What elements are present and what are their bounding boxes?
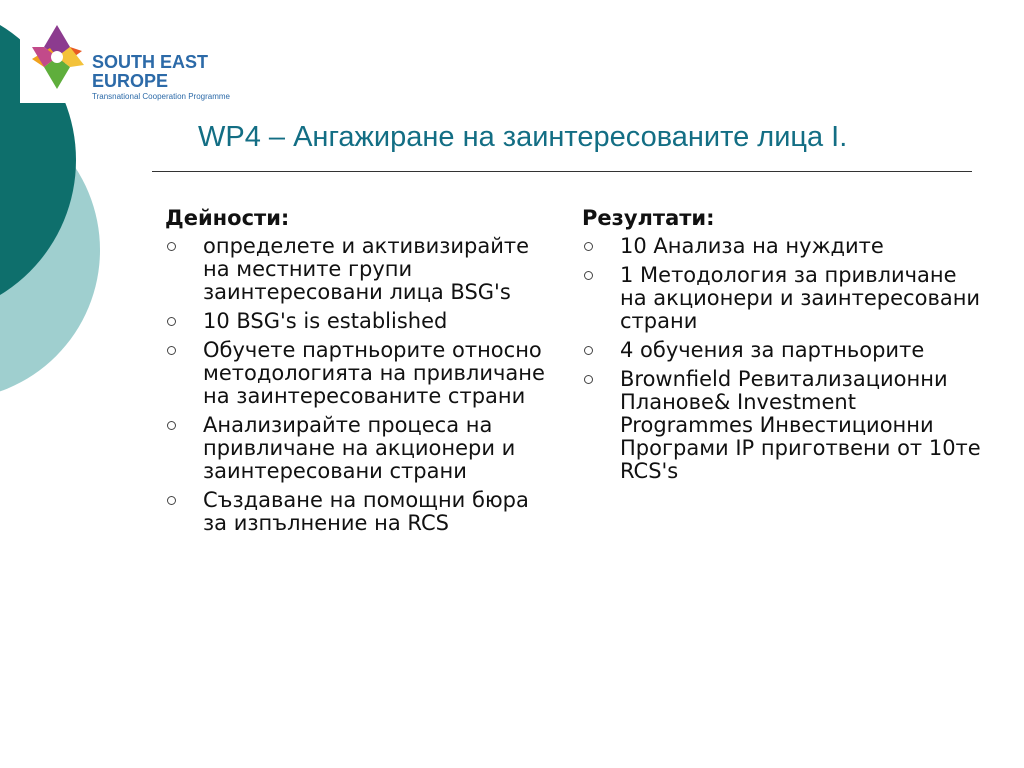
list-item-text: 4 обучения за партньорите <box>620 338 925 362</box>
circle-bullet-icon <box>584 375 593 384</box>
list-item-text: 10 BSG's is established <box>203 309 448 333</box>
list-item <box>582 339 982 362</box>
list-item <box>582 264 982 333</box>
list-item-text: 1 Методология за привличане на акционери и заинтересовани страни <box>620 263 981 333</box>
circle-bullet-icon <box>167 317 176 326</box>
list-item-text: 10 Анализа на нуждите <box>620 234 884 258</box>
activities-column <box>165 206 555 541</box>
star-logo-icon <box>24 17 90 93</box>
circle-bullet-icon <box>167 421 176 430</box>
circle-bullet-icon <box>584 242 593 251</box>
results-list <box>582 235 982 483</box>
programme-logo <box>20 13 232 103</box>
list-item-text: Обучете партньорите относно методологията на привличане на заинтересованите страни <box>203 338 545 408</box>
list-item <box>582 368 982 483</box>
circle-bullet-icon <box>167 496 176 505</box>
list-item-text: Анализирайте процеса на привличане на акционери и заинтересовани страни <box>203 413 516 483</box>
circle-bullet-icon <box>167 346 176 355</box>
list-item <box>165 235 555 304</box>
logo-subtitle: Transnational Cooperation Programme <box>92 92 230 101</box>
list-item-text: определете и активизирайте на местните групи заинтересовани лица BSG's <box>203 234 530 304</box>
list-item <box>165 339 555 408</box>
circle-bullet-icon <box>584 271 593 280</box>
list-item-text: Създаване на помощни бюра за изпълнение на RCS <box>203 488 529 535</box>
logo-text-line2: EUROPE <box>92 71 169 91</box>
slide-title: WP4 – Ангажиране на заинтересованите лица I. <box>198 121 848 153</box>
results-column <box>582 206 982 489</box>
circle-bullet-icon <box>167 242 176 251</box>
list-item-text: Brownfield Ревитализационни Планове& Investment Programmes Инвестиционни Програми IP приготвени от 10те RCS's <box>620 367 981 483</box>
list-item <box>165 489 555 535</box>
logo-text-line1: SOUTH EAST <box>92 52 209 72</box>
results-heading: Резултати: <box>582 206 715 230</box>
list-item <box>582 235 982 258</box>
circle-bullet-icon <box>584 346 593 355</box>
title-divider <box>152 171 972 172</box>
activities-list <box>165 235 555 535</box>
list-item <box>165 414 555 483</box>
list-item <box>165 310 555 333</box>
activities-heading: Дейности: <box>165 206 290 230</box>
